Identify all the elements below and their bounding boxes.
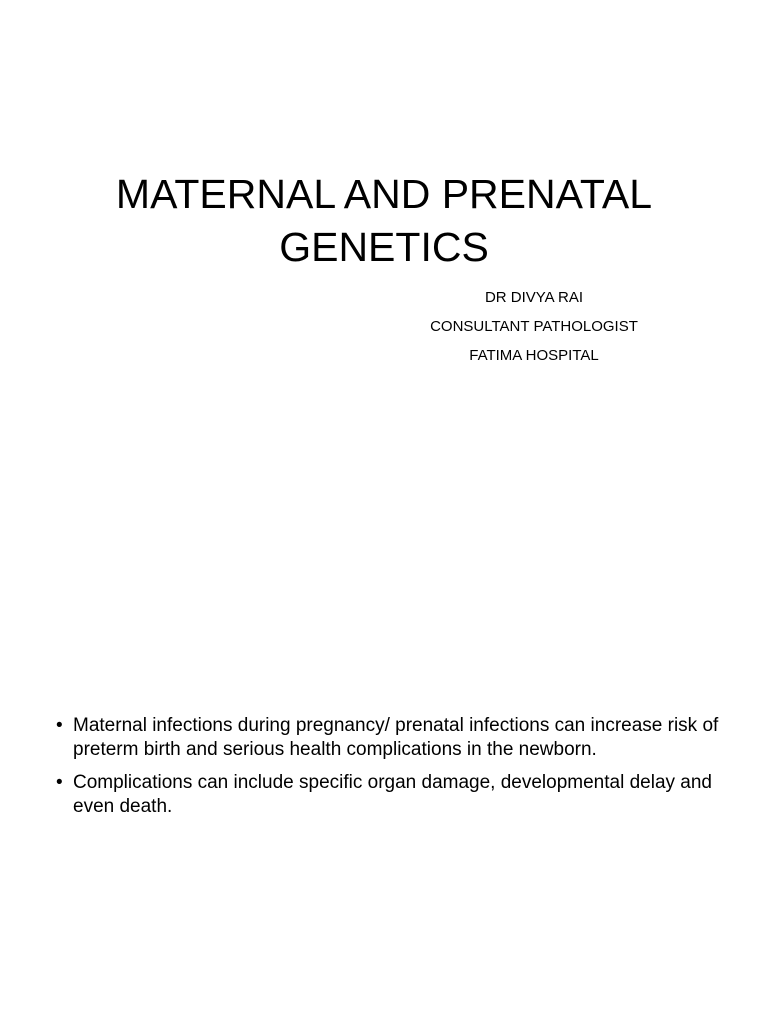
slide-title <box>0 168 768 274</box>
bullet-icon: • <box>56 772 63 793</box>
bullet-item <box>56 714 736 762</box>
author-affiliation: FATIMA HOSPITAL <box>469 347 599 364</box>
bullet-text: Maternal infections during pregnancy/ prenatal infections can increase risk of preterm birth and serious health complications in the newborn. <box>73 715 719 760</box>
bullet-list <box>56 714 736 828</box>
author-role: CONSULTANT PATHOLOGIST <box>430 318 638 335</box>
title-slide <box>0 0 768 400</box>
title-line-2: GENETICS <box>279 224 489 270</box>
slide-subtitle <box>384 283 684 370</box>
bullet-icon: • <box>56 715 63 736</box>
title-line-1: MATERNAL AND PRENATAL <box>115 171 653 217</box>
author-name: DR DIVYA RAI <box>484 289 584 306</box>
bullet-item <box>56 771 736 819</box>
bullet-text: Complications can include specific organ damage, developmental delay and even death. <box>73 772 712 817</box>
